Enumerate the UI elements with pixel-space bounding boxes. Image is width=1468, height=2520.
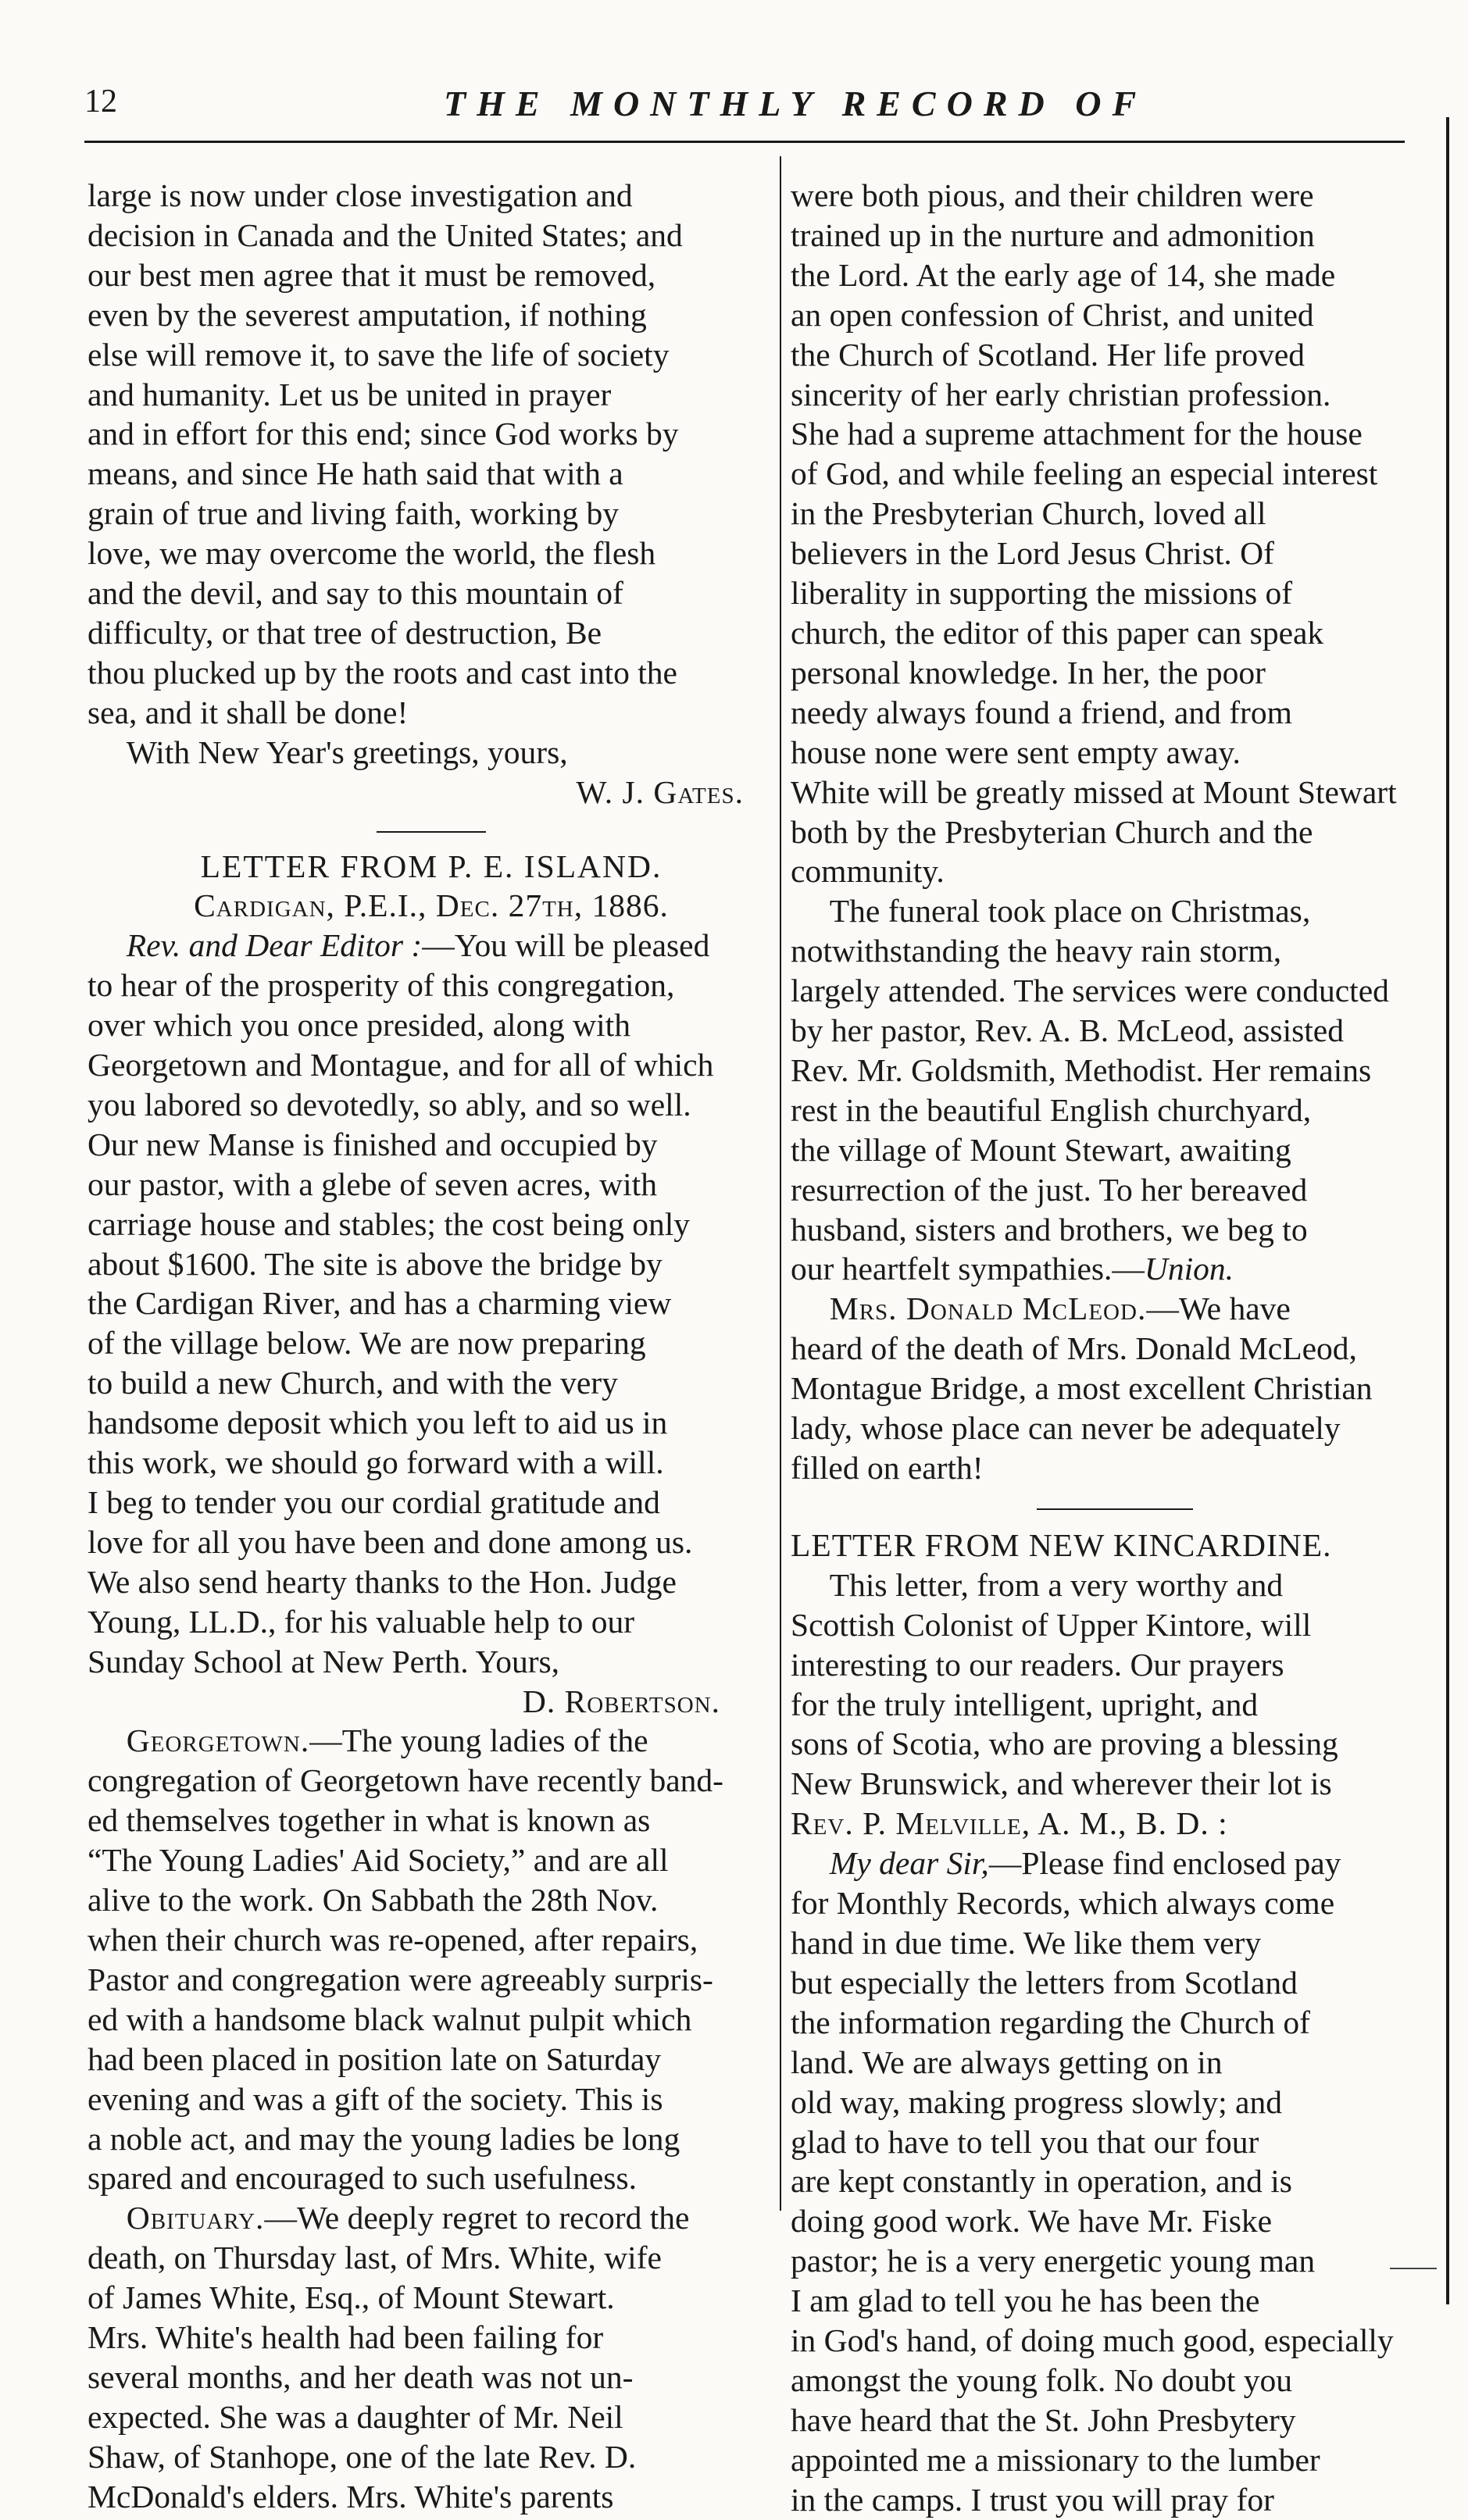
kincardine-salutation: My dear Sir, xyxy=(829,1845,989,1882)
text-line: sincerity of her early christian profession. xyxy=(791,376,1331,412)
text-line xyxy=(88,2198,775,2238)
text-line: handsome deposit which you left to aid us in xyxy=(88,1405,668,1441)
text-line: church, the editor of this paper can speak xyxy=(791,614,1324,651)
text-line: love for all you have been and done among us. xyxy=(88,1523,693,1560)
text-line: needy always found a friend, and from xyxy=(791,694,1292,730)
text-line: a noble act, and may the young ladies be long xyxy=(88,2120,680,2157)
text-line: Young, LL.D., for his valuable help to our xyxy=(88,1603,635,1640)
text-line: amongst the young folk. No doubt you xyxy=(791,2361,1293,2398)
text-line: had been placed in position late on Saturday xyxy=(88,2040,662,2077)
text-line: even by the severest amputation, if nothing xyxy=(88,296,647,333)
text-line: Georgetown and Montague, and for all of which xyxy=(88,1047,714,1083)
footer-mark xyxy=(1390,2268,1437,2269)
text-line: trained up in the nurture and admonition xyxy=(791,216,1315,253)
text-line: for the truly intelligent, upright, and xyxy=(791,1686,1259,1722)
text-line: sons of Scotia, who are proving a blessing xyxy=(791,1726,1338,1762)
text-line: thou plucked up by the roots and cast into the xyxy=(88,654,677,691)
text-line: Montague Bridge, a most excellent Christian xyxy=(791,1370,1373,1407)
text-line: Rev. Mr. Goldsmith, Methodist. Her remains xyxy=(791,1051,1372,1088)
text-line: I beg to tender you our cordial gratitude and xyxy=(88,1484,660,1520)
text-line: husband, sisters and brothers, we beg to xyxy=(791,1211,1308,1248)
text-line: resurrection of the just. To her bereaved xyxy=(791,1171,1308,1208)
text-line: This letter, from a very worthy and xyxy=(829,1566,1284,1603)
text-line: were both pious, and their children were xyxy=(791,177,1314,213)
text-line: grain of true and living faith, working by xyxy=(88,495,619,532)
text-line: but especially the letters from Scotland xyxy=(791,1964,1298,2001)
text-line: personal knowledge. In her, the poor xyxy=(791,654,1266,691)
text-line: and the devil, and say to this mountain of xyxy=(88,575,623,612)
text-line: to build a new Church, and with the very xyxy=(88,1365,618,1401)
text-line: We also send hearty thanks to the Hon. Judge xyxy=(88,1563,677,1600)
text-line: lady, whose place can never be adequately xyxy=(791,1410,1341,1447)
text-fragment: —The young ladies of the xyxy=(309,1722,648,1759)
text-line: over which you once presided, along with xyxy=(88,1007,630,1044)
text-line: of James White, Esq., of Mount Stewart. xyxy=(88,2279,615,2316)
text-line: in the camps. I trust you will pray for xyxy=(791,2481,1274,2518)
text-line: Pastor and congregation were agreeably surpris- xyxy=(88,1961,713,1997)
running-title: THE MONTHLY RECORD OF xyxy=(444,84,1148,123)
text-line: McDonald's elders. Mrs. White's parents xyxy=(88,2478,614,2515)
text-line: appointed me a missionary to the lumber xyxy=(791,2441,1320,2478)
text-line: old way, making progress slowly; and xyxy=(791,2083,1282,2120)
text-fragment: —We deeply regret to record the xyxy=(264,2200,690,2236)
source-credit: Union. xyxy=(1144,1251,1234,1287)
text-line: the information regarding the Church of xyxy=(791,2004,1310,2040)
text-line: alive to the work. On Sabbath the 28th Nov. xyxy=(88,1882,659,1919)
text-line: carriage house and stables; the cost being only xyxy=(88,1205,690,1242)
section-divider xyxy=(1037,1508,1193,1510)
text-line: pastor; he is a very energetic young man xyxy=(791,2243,1316,2279)
text-line: when their church was re-opened, after repairs, xyxy=(88,1921,698,1958)
text-line: our best men agree that it must be removed, xyxy=(88,256,656,293)
text-fragment: —We have xyxy=(1146,1290,1291,1327)
text-line: for Monthly Records, which always come xyxy=(791,1885,1335,1922)
text-line: large is now under close investigation and xyxy=(88,177,633,213)
text-line: hand in due time. We like them very xyxy=(791,1924,1262,1961)
text-line: largely attended. The services were conducted xyxy=(791,973,1389,1009)
text-line: rest in the beautiful English churchyard, xyxy=(791,1091,1312,1128)
text-line: Rev. P. Melville, A. M., B. D. : xyxy=(791,1805,1228,1842)
text-line: difficulty, or that tree of destruction, Be xyxy=(88,614,602,651)
dateline: Cardigan, P.E.I., Dec. 27th, 1886. xyxy=(194,887,669,924)
page-edge-rule xyxy=(1446,117,1449,2304)
text-line: Scottish Colonist of Upper Kintore, will xyxy=(791,1606,1312,1643)
text-line: notwithstanding the heavy rain storm, xyxy=(791,933,1282,969)
section-divider xyxy=(377,831,486,833)
closing-line: With New Year's greetings, yours, xyxy=(126,734,568,770)
text-line: evening and was a gift of the society. This is xyxy=(88,2080,663,2117)
text-line: in the Presbyterian Church, loved all xyxy=(791,495,1266,532)
text-line: Our new Manse is finished and occupied by xyxy=(88,1126,658,1162)
text-fragment: —Please find enclosed pay xyxy=(988,1845,1341,1882)
text-line xyxy=(88,1721,775,1761)
obituary-label: Obituary. xyxy=(126,2200,265,2236)
text-line: the village of Mount Stewart, awaiting xyxy=(791,1131,1291,1168)
text-line: decision in Canada and the United States; and xyxy=(88,216,683,253)
text-line xyxy=(791,1844,1439,1883)
text-line xyxy=(88,926,775,966)
text-line: both by the Presbyterian Church and the xyxy=(791,813,1313,850)
text-line: congregation of Georgetown have recently band- xyxy=(88,1762,723,1799)
text-line: house none were sent empty away. xyxy=(791,734,1241,770)
text-line: She had a supreme attachment for the house xyxy=(791,416,1363,452)
text-line: believers in the Lord Jesus Christ. Of xyxy=(791,535,1274,572)
text-fragment: —You will be pleased xyxy=(422,927,710,964)
text-line: filled on earth! xyxy=(791,1450,984,1486)
text-fragment: our heartfelt sympathies.— xyxy=(791,1251,1145,1287)
text-line: White will be greatly missed at Mount Stewart xyxy=(791,773,1397,810)
kincardine-heading: LETTER FROM NEW KINCARDINE. xyxy=(791,1526,1332,1563)
text-line: by her pastor, Rev. A. B. McLeod, assisted xyxy=(791,1012,1344,1049)
text-line: land. We are always getting on in xyxy=(791,2043,1223,2080)
text-line: Mrs. White's health had been failing for xyxy=(88,2319,604,2356)
text-line: this work, we should go forward with a will. xyxy=(88,1444,664,1481)
text-line: “The Young Ladies' Aid Society,” and are all xyxy=(88,1842,669,1879)
text-line: else will remove it, to save the life of society xyxy=(88,336,670,373)
salutation: Rev. and Dear Editor : xyxy=(126,927,423,964)
text-line: an open confession of Christ, and united xyxy=(791,296,1314,333)
text-line: community. xyxy=(791,853,945,890)
right-column xyxy=(791,176,1439,2520)
text-line: several months, and her death was not un- xyxy=(88,2358,634,2395)
text-line: doing good work. We have Mr. Fiske xyxy=(791,2203,1273,2240)
text-line: the Lord. At the early age of 14, she made xyxy=(791,256,1336,293)
text-line: interesting to our readers. Our prayers xyxy=(791,1646,1284,1683)
text-line: Sunday School at New Perth. Yours, xyxy=(88,1643,560,1679)
text-line: death, on Thursday last, of Mrs. White, wife xyxy=(88,2240,662,2276)
text-line: to hear of the prosperity of this congregation, xyxy=(88,967,675,1004)
text-line: of God, and while feeling an especial interest xyxy=(791,455,1378,492)
text-line: you labored so devotedly, so ably, and so well. xyxy=(88,1086,691,1123)
text-line: have heard that the St. John Presbytery xyxy=(791,2401,1296,2438)
text-line: glad to have to tell you that our four xyxy=(791,2123,1259,2160)
text-line: ed themselves together in what is known as xyxy=(88,1802,651,1839)
text-line: our pastor, with a glebe of seven acres, with xyxy=(88,1165,657,1202)
text-line: of the village below. We are now preparing xyxy=(88,1325,646,1362)
text-line: Shaw, of Stanhope, one of the late Rev. D. xyxy=(88,2438,637,2475)
text-line: New Brunswick, and wherever their lot is xyxy=(791,1765,1332,1802)
text-line: means, and since He hath said that with a xyxy=(88,455,623,492)
text-line: and humanity. Let us be united in prayer xyxy=(88,376,612,412)
text-line: I am glad to tell you he has been the xyxy=(791,2283,1260,2319)
column-divider xyxy=(780,156,781,2211)
letter-heading: LETTER FROM P. E. ISLAND. xyxy=(200,848,663,884)
page-number: 12 xyxy=(84,84,117,120)
text-line: about $1600. The site is above the bridge by xyxy=(88,1245,663,1282)
text-line xyxy=(791,1289,1439,1329)
left-column xyxy=(88,176,775,2517)
text-line: ed with a handsome black walnut pulpit which xyxy=(88,2001,692,2037)
intro-paragraph xyxy=(88,176,775,812)
header-rule xyxy=(84,141,1405,143)
text-line: liberality in supporting the missions of xyxy=(791,575,1293,612)
text-line: the Cardigan River, and has a charming view xyxy=(88,1285,672,1322)
text-line: in God's hand, of doing much good, especially xyxy=(791,2322,1394,2359)
text-line: sea, and it shall be done! xyxy=(88,694,409,730)
text-line: love, we may overcome the world, the flesh xyxy=(88,535,656,572)
text-line: and in effort for this end; since God works by xyxy=(88,416,679,452)
text-line xyxy=(791,1249,1439,1289)
mcleod-label: Mrs. Donald McLeod. xyxy=(829,1290,1147,1327)
signature: W. J. Gates. xyxy=(576,773,744,810)
text-line: spared and encouraged to such usefulness. xyxy=(88,2160,637,2197)
text-line: are kept constantly in operation, and is xyxy=(791,2163,1292,2200)
text-line: heard of the death of Mrs. Donald McLeod, xyxy=(791,1330,1357,1367)
page-header xyxy=(84,83,1397,130)
text-line: The funeral took place on Christmas, xyxy=(829,893,1311,930)
text-line: the Church of Scotland. Her life proved xyxy=(791,336,1305,373)
letter-signature: D. Robertson. xyxy=(522,1683,720,1719)
georgetown-label: Georgetown. xyxy=(126,1722,310,1759)
text-line: expected. She was a daughter of Mr. Neil xyxy=(88,2398,623,2435)
